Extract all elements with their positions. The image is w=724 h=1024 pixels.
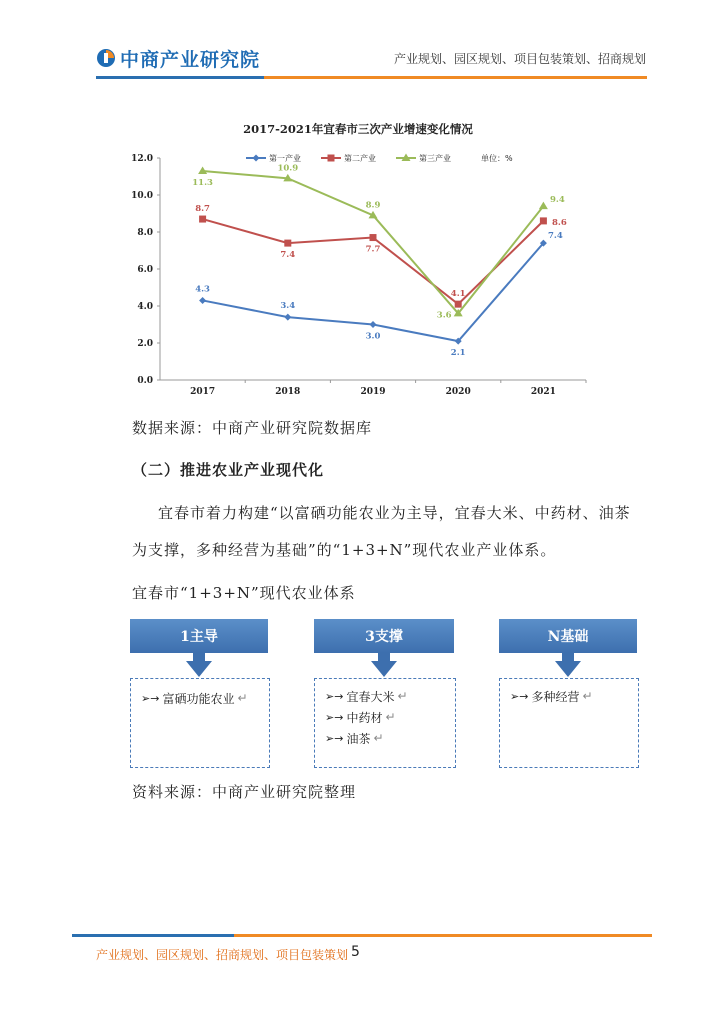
data-point bbox=[199, 216, 206, 223]
logo-text: 中商产业研究院 bbox=[120, 48, 261, 71]
list-item bbox=[325, 729, 455, 747]
system-column-base bbox=[499, 619, 637, 677]
x-tick-label: 2018 bbox=[275, 387, 301, 397]
y-tick-label: 10.0 bbox=[131, 191, 153, 201]
paragraph-line-1: 宜春市着力构建“以富硒功能农业为主导，宜春大米、中药材、油茶 bbox=[158, 504, 631, 522]
system-box-support bbox=[314, 678, 456, 768]
data-point bbox=[455, 301, 462, 308]
data-point bbox=[284, 240, 291, 247]
data-point bbox=[370, 234, 377, 241]
diagram-caption: 宜春市“1+3+N”现代农业体系 bbox=[132, 584, 356, 602]
data-point bbox=[370, 321, 377, 328]
data-label: 7.7 bbox=[365, 244, 381, 255]
paragraph-mark-icon: ↵ bbox=[237, 691, 248, 705]
chart-source: 数据来源：中商产业研究院数据库 bbox=[132, 419, 373, 437]
section-heading: （二）推进农业产业现代化 bbox=[132, 461, 325, 479]
system-column-lead bbox=[130, 619, 268, 677]
x-tick-label: 2017 bbox=[190, 387, 216, 397]
data-label: 2.1 bbox=[450, 348, 466, 359]
legend-marker bbox=[328, 155, 335, 162]
y-tick-label: 12.0 bbox=[131, 154, 153, 164]
down-arrow-icon bbox=[186, 661, 212, 677]
arrow-stem bbox=[378, 653, 390, 661]
footer-tagline: 产业规划、园区规划、招商规划、项目包装策划 bbox=[96, 948, 349, 962]
chart-title: 2017-2021年宜春市三次产业增速变化情况 bbox=[243, 122, 473, 136]
arrow-stem bbox=[562, 653, 574, 661]
x-tick-label: 2021 bbox=[530, 387, 556, 397]
company-logo bbox=[96, 44, 260, 72]
data-label: 3.4 bbox=[280, 301, 296, 312]
down-arrow-icon bbox=[555, 661, 581, 677]
paragraph-mark-icon: ↵ bbox=[385, 710, 396, 724]
bullet-arrow-icon: ➢→ bbox=[510, 689, 529, 703]
paragraph-mark-icon: ↵ bbox=[582, 689, 593, 703]
series-line bbox=[203, 171, 544, 313]
system-box-lead bbox=[130, 678, 270, 768]
item-label: 多种经营 bbox=[531, 689, 580, 704]
x-tick-label: 2020 bbox=[445, 387, 471, 397]
list-item bbox=[325, 708, 455, 726]
data-label: 7.4 bbox=[280, 250, 296, 261]
header-tagline: 产业规划、园区规划、项目包装策划、招商规划 bbox=[393, 52, 646, 66]
system-head-base: N基础 bbox=[499, 619, 637, 653]
data-point bbox=[199, 297, 206, 304]
header-divider-blue bbox=[96, 76, 264, 79]
bullet-arrow-icon: ➢→ bbox=[325, 710, 344, 724]
x-tick-label: 2019 bbox=[360, 387, 386, 397]
data-label: 4.3 bbox=[195, 284, 210, 295]
item-label: 油茶 bbox=[346, 731, 371, 746]
y-tick-label: 6.0 bbox=[137, 265, 153, 275]
bullet-arrow-icon: ➢→ bbox=[325, 689, 344, 703]
y-tick-label: 0.0 bbox=[137, 376, 153, 386]
data-label: 4.1 bbox=[450, 289, 466, 300]
data-point bbox=[284, 314, 291, 321]
item-label: 中药材 bbox=[346, 710, 383, 725]
legend-marker bbox=[253, 155, 260, 162]
list-item bbox=[510, 687, 638, 705]
system-column-support bbox=[314, 619, 454, 677]
data-label: 9.4 bbox=[550, 195, 565, 206]
diagram-source: 资料来源：中商产业研究院整理 bbox=[132, 783, 357, 801]
page-number: 5 bbox=[351, 944, 360, 960]
data-label: 11.3 bbox=[192, 177, 213, 188]
down-arrow-icon bbox=[371, 661, 397, 677]
data-label: 8.7 bbox=[195, 204, 210, 215]
paragraph-mark-icon: ↵ bbox=[397, 689, 408, 703]
item-label: 宜春大米 bbox=[346, 689, 395, 704]
data-label: 8.9 bbox=[365, 200, 381, 211]
list-item bbox=[325, 687, 455, 705]
arrow-stem bbox=[193, 653, 205, 661]
system-head-lead: 1主导 bbox=[130, 619, 268, 653]
footer-divider-orange bbox=[234, 934, 652, 937]
footer-divider-blue bbox=[72, 934, 234, 937]
legend-label: 第一产业 bbox=[269, 154, 301, 163]
series-line bbox=[203, 219, 544, 304]
y-tick-label: 4.0 bbox=[137, 302, 153, 312]
legend-unit: 单位：% bbox=[481, 154, 513, 163]
data-label: 7.4 bbox=[548, 231, 563, 242]
growth-line-chart bbox=[118, 112, 598, 402]
system-head-support: 3支撑 bbox=[314, 619, 454, 653]
item-label: 富硒功能农业 bbox=[162, 691, 235, 706]
data-point bbox=[539, 202, 548, 210]
paragraph-line-2: 为支撑，多种经营为基础”的“1+3+N”现代农业产业体系。 bbox=[132, 541, 557, 559]
y-tick-label: 8.0 bbox=[137, 228, 153, 238]
paragraph-mark-icon: ↵ bbox=[373, 731, 384, 745]
data-point bbox=[540, 217, 547, 224]
bullet-arrow-icon: ➢→ bbox=[141, 691, 160, 705]
legend-label: 第二产业 bbox=[344, 154, 376, 163]
data-label: 3.0 bbox=[365, 331, 381, 342]
legend-label: 第三产业 bbox=[419, 154, 451, 163]
system-box-base bbox=[499, 678, 639, 768]
data-label: 8.6 bbox=[552, 217, 567, 228]
data-point bbox=[198, 166, 207, 174]
data-label: 10.9 bbox=[277, 163, 299, 174]
y-tick-label: 2.0 bbox=[137, 339, 153, 349]
logo-mark-icon bbox=[96, 48, 116, 68]
data-label: 3.6 bbox=[436, 310, 452, 321]
bullet-arrow-icon: ➢→ bbox=[325, 731, 344, 745]
list-item bbox=[141, 689, 269, 707]
header-divider-orange bbox=[264, 76, 647, 79]
